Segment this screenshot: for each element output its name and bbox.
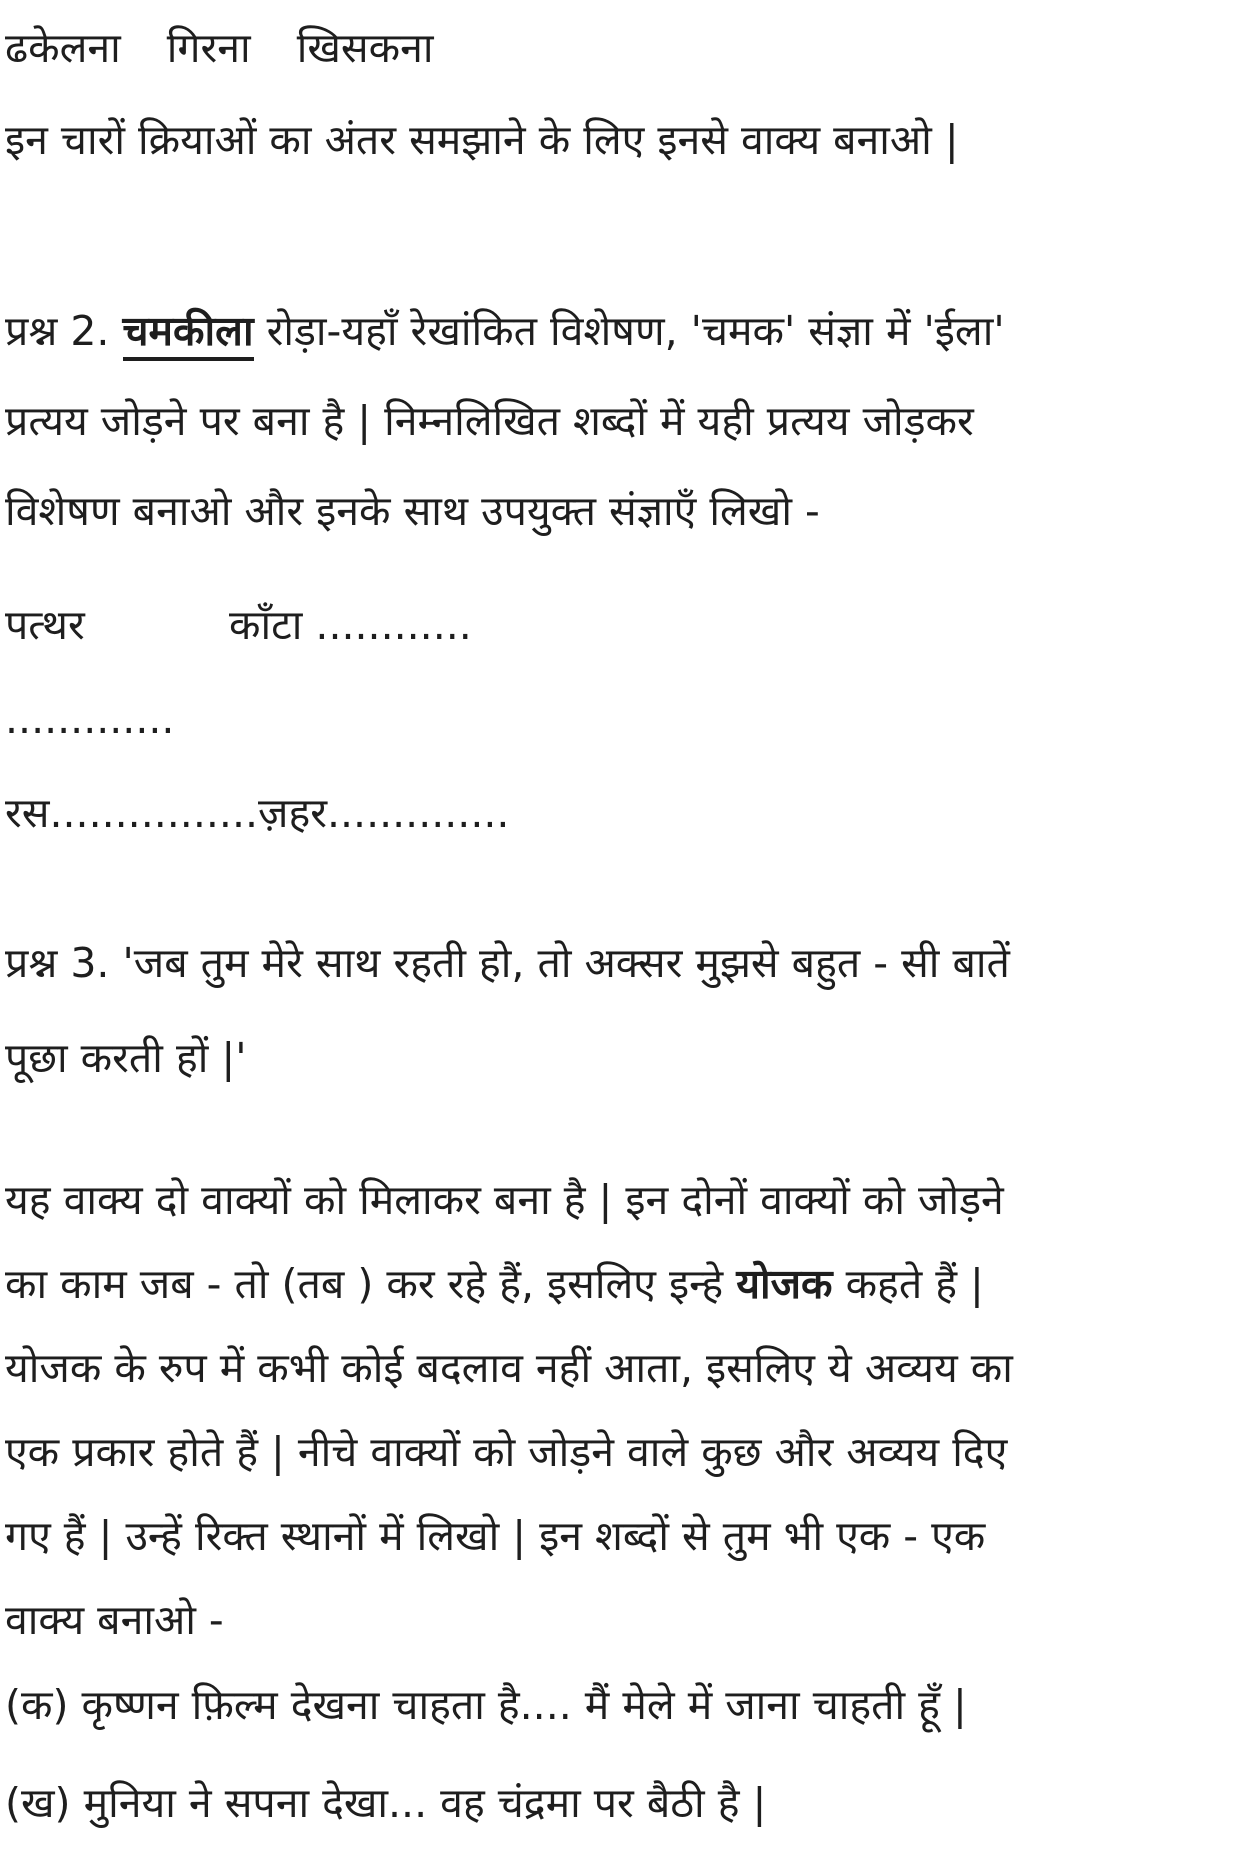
text-segment: यह वाक्य दो वाक्यों को मिलाकर बना है | इन दोनों वाक्यों को जोड़ने xyxy=(5,1176,1004,1224)
text-line xyxy=(5,1494,1244,1578)
blank-word-ras: रस................ xyxy=(5,789,259,837)
text-segment: गए हैं | उन्हें रिक्त स्थानों में लिखो | इन शब्दों से तुम भी एक - एक xyxy=(5,1512,986,1560)
text-segment: का काम जब - तो (तब ) कर रहे हैं, इसलिए इन्हे xyxy=(5,1260,737,1308)
exercise-item-text: मुनिया ने सपना देखा... वह चंद्रमा पर बैठी है | xyxy=(83,1779,767,1827)
text-segment: प्रत्यय जोड़ने पर बना है | निम्नलिखित शब्दों में यही प्रत्यय जोड़कर xyxy=(5,397,974,445)
text-line xyxy=(5,466,1244,556)
blank-word-kanta: काँटा ............ xyxy=(229,601,472,649)
text-line xyxy=(5,1410,1244,1494)
text-segment: विशेषण बनाओ और इनके साथ उपयुक्त संज्ञाएँ लिखो - xyxy=(5,487,820,535)
conjunction-explanation-paragraph xyxy=(5,1158,1244,1662)
verbs-instruction-line: इन चारों क्रियाओं का अंतर समझाने के लिए इनसे वाक्य बनाओ | xyxy=(5,116,959,164)
exercise-item-label: (ख) xyxy=(5,1779,71,1827)
text-line xyxy=(5,286,1244,376)
text-segment: वाक्य बनाओ - xyxy=(5,1596,224,1644)
text-segment: रोड़ा-यहाँ रेखांकित विशेषण, 'चमक' संज्ञा में 'ईला' xyxy=(253,307,1005,355)
text-segment: एक प्रकार होते हैं | नीचे वाक्यों को जोड़ने वाले कुछ और अव्यय दिए xyxy=(5,1428,1008,1476)
question-2-paragraph xyxy=(5,286,1244,556)
text-line xyxy=(5,1011,1244,1106)
exercise-items-section xyxy=(5,1656,1244,1852)
exercise-item-text: कृष्णन फ़िल्म देखना चाहता है.... मैं मेले में जाना चाहती हूँ | xyxy=(81,1681,967,1729)
text-segment: कहते हैं | xyxy=(832,1260,984,1308)
text-line xyxy=(5,1242,1244,1326)
text-line xyxy=(5,1326,1244,1410)
fill-blank-row xyxy=(5,766,1244,860)
exercise-item-kha xyxy=(5,1754,1244,1852)
text-segment: प्रश्न 2. xyxy=(5,307,123,355)
exercise-item-label: (क) xyxy=(5,1681,69,1729)
text-segment: योजक के रुप में कभी कोई बदलाव नहीं आता, इसलिए ये अव्यय का xyxy=(5,1344,1013,1392)
verbs-list-line: ढकेलना गिरना खिसकना xyxy=(5,24,434,72)
text-segment: प्रश्न 3. 'जब तुम मेरे साथ रहती हो, तो अक्सर मुझसे बहुत - सी बातें xyxy=(5,939,1010,987)
text-segment: पूछा करती हों |' xyxy=(5,1034,247,1082)
fill-blank-row xyxy=(5,578,1244,766)
text-line xyxy=(5,1158,1244,1242)
text-line xyxy=(5,376,1244,466)
bold-underline-text: चमकीला xyxy=(123,307,254,361)
text-line xyxy=(5,916,1244,1011)
blank-word-patthar: पत्थर ............. xyxy=(5,601,175,743)
exercise-item-ka xyxy=(5,1656,1244,1754)
bold-text: योजक xyxy=(736,1260,833,1308)
blank-word-zahar: ज़हर.............. xyxy=(258,789,510,837)
fill-blanks-section xyxy=(5,578,1244,860)
text-line xyxy=(5,1578,1244,1662)
question-3-quote xyxy=(5,916,1244,1106)
